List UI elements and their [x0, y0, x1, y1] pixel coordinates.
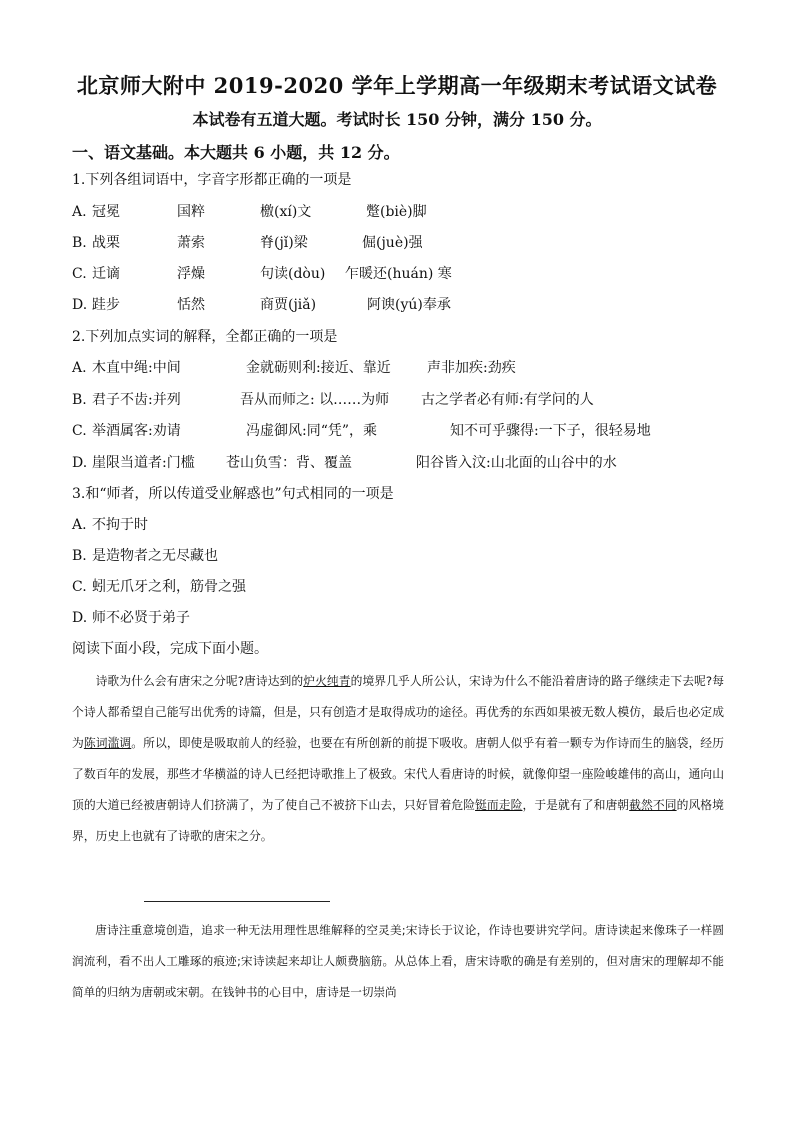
- option-label: D.: [72, 297, 88, 313]
- option-item: 乍暖还(huán) 寒: [345, 266, 452, 282]
- option-item: 君子不齿:并列: [92, 392, 181, 408]
- section-heading: 一、语文基础。本大题共 6 小题，共 12 分。: [72, 143, 400, 162]
- option-item: 倔(juè)强: [362, 235, 423, 251]
- reading-passage: 诗歌为什么会有唐宋之分呢?唐诗达到的炉火纯青的境界几乎人所公认，宋诗为什么不能沿着唐诗的路子继续走下去呢?每个诗人都希望自己能写出优秀的诗篇，但是，只有创造才是取得成功的途径。再优秀的东西如果被无数人模仿，最后也必定成为陈词滥调。所以，即使是吸取前人的经验，也要在有所创新的前提下吸收。唐朝人似乎有着一颗专为作诗而生的脑袋，经历了数百年的发展，那些才华横溢的诗人已经把诗歌推上了极致。宋代人看唐诗的时候，就像仰望一座险峻雄伟的高山，通向山顶的大道已经被唐朝诗人们挤满了，为了使自己不被挤下山去，只好冒着危险铤而走险，于是就有了和唐朝截然不同的风格境界，历史上也就有了诗歌的唐宋之分。: [72, 674, 724, 843]
- option-label: C.: [72, 266, 87, 282]
- option-label: A.: [72, 517, 87, 533]
- option-label: A.: [72, 204, 87, 220]
- option-item: 金就砺则利:接近、靠近: [246, 360, 391, 376]
- option-item: 萧索: [177, 235, 205, 251]
- option-item: 冯虚御风:同“凭”，乘: [246, 423, 378, 439]
- note-text: 唐诗注重意境创造，追求一种无法用理性思维解释的空灵美;宋诗长于议论，作诗也要讲究学问。唐诗读起来像珠子一样圆润流利，看不出人工雕琢的痕迹;宋诗读起来却让人颇费脑筋。从总体上看，唐宋诗歌的确是有差别的，但对唐宋的理解却不能简单的归纳为唐朝或宋朝。在钱钟书的心目中，唐诗是一切崇尚: [72, 923, 724, 999]
- divider-line: [144, 901, 330, 902]
- question-1-stem: 1.下列各组词语中，字音字形都正确的一项是: [72, 172, 352, 188]
- option-item: 国粹: [177, 204, 205, 220]
- option-label: D.: [72, 455, 88, 471]
- option-label: B.: [72, 548, 87, 564]
- option-item: 崖限当道者:门槛: [92, 455, 195, 471]
- option-label: A.: [72, 360, 87, 376]
- option-item: 檄(xí)文: [260, 204, 312, 220]
- option-item: 句读(dòu): [260, 266, 326, 282]
- page-title: 北京师大附中 2019-2020 学年上学期高一年级期末考试语文试卷: [76, 73, 718, 98]
- option-item: 浮燥: [177, 266, 205, 282]
- question-2-stem: 2.下列加点实词的解释，全都正确的一项是: [72, 329, 338, 345]
- option-label: D.: [72, 610, 88, 626]
- option-text: 不拘于时: [92, 517, 148, 533]
- underlined-phrase: 铤而走险: [475, 798, 523, 812]
- underlined-phrase: 截然不同: [629, 798, 677, 812]
- reading-note: [72, 915, 724, 1008]
- exam-instructions: 本试卷有五道大题。考试时长 150 分钟，满分 150 分。: [192, 110, 602, 129]
- option-item: 声非加疾:劲疾: [427, 360, 516, 376]
- option-item: 恬然: [177, 297, 205, 313]
- question-3-stem: 3.和“师者，所以传道受业解惑也”句式相同的一项是: [72, 486, 394, 502]
- option-item: 阿谀(yú)奉承: [367, 297, 451, 313]
- underlined-phrase: 陈词滥调: [83, 736, 132, 750]
- option-item: 木直中绳:中间: [92, 360, 181, 376]
- option-text: 是造物者之无尽藏也: [92, 548, 218, 564]
- option-item: 迁谪: [92, 266, 120, 282]
- option-item: 冠冕: [92, 204, 120, 220]
- option-item: 商贾(jiǎ): [260, 297, 317, 313]
- option-item: 蹩(biè)脚: [366, 204, 427, 220]
- option-item: 苍山负雪：背、覆盖: [226, 455, 352, 471]
- option-item: 知不可乎骤得:一下子，很轻易地: [450, 423, 651, 439]
- option-item: 战栗: [92, 235, 120, 251]
- option-item: 阳谷皆入汶:山北面的山谷中的水: [416, 455, 617, 471]
- option-label: B.: [72, 392, 87, 408]
- option-item: 脊(jǐ)梁: [260, 235, 308, 251]
- option-label: C.: [72, 423, 87, 439]
- option-item: 举酒属客:劝请: [92, 423, 181, 439]
- underlined-phrase: 炉火纯青: [303, 674, 351, 688]
- option-text: 师不必贤于弟子: [92, 610, 190, 626]
- reading-instruction: 阅读下面小段，完成下面小题。: [72, 641, 268, 657]
- option-item: 跬步: [92, 297, 120, 313]
- option-item: 吾从而师之: 以……为师: [240, 392, 390, 408]
- option-label: B.: [72, 235, 87, 251]
- option-label: C.: [72, 579, 87, 595]
- option-item: 古之学者必有师:有学问的人: [421, 392, 594, 408]
- option-text: 蚓无爪牙之利，筋骨之强: [92, 579, 246, 595]
